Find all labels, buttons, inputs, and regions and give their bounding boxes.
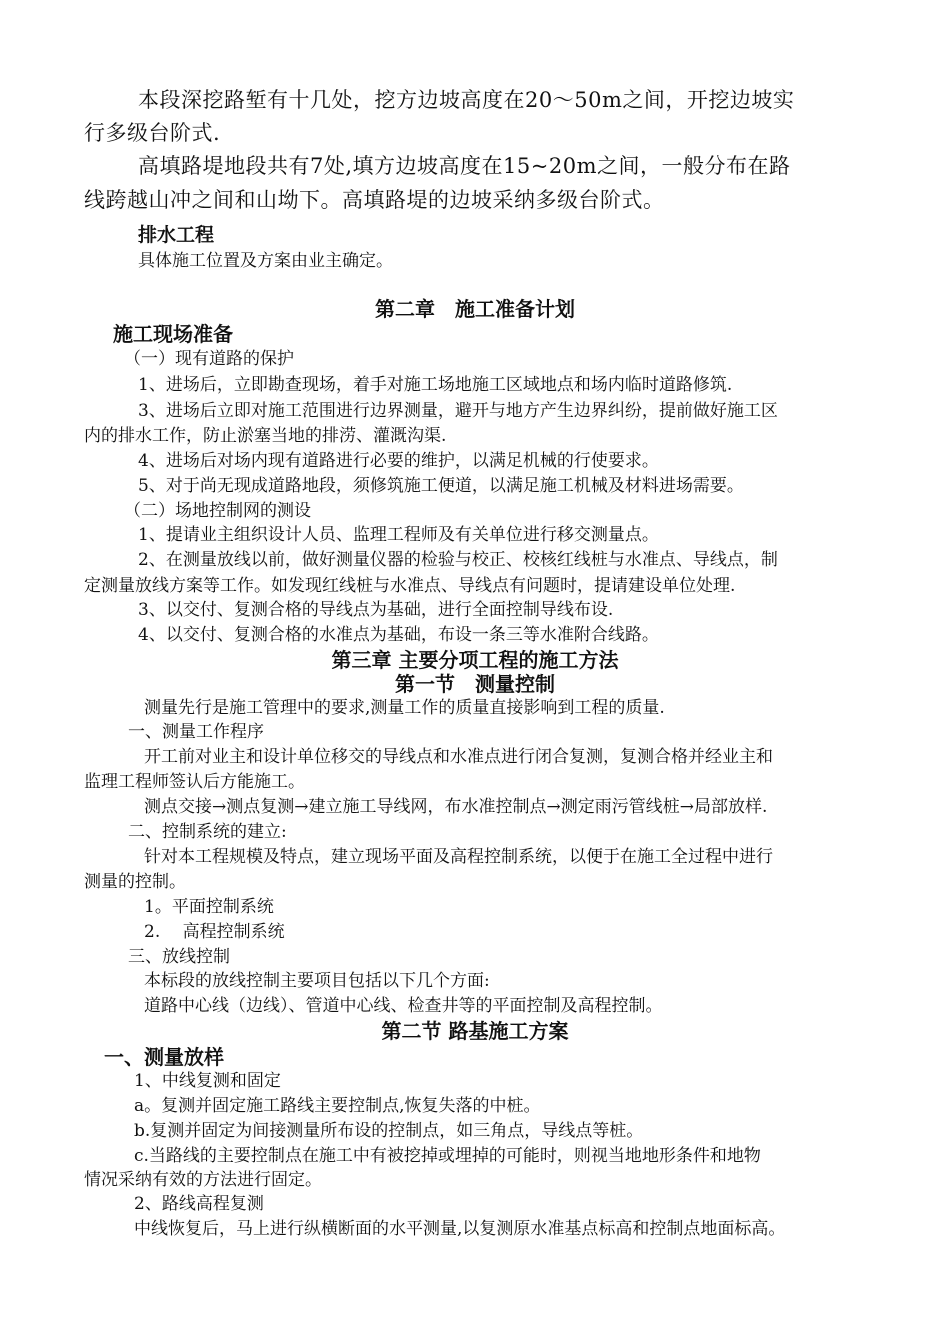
section-heading: 施工现场准备	[113, 322, 233, 346]
section-heading: 一、测量放样	[104, 1045, 224, 1069]
paragraph-line: 测点交接→测点复测→建立施工导线网，布水准控制点→测定雨污管线桩→局部放样.	[144, 797, 768, 817]
paragraph-line: 本段深挖路堑有十几处，挖方边坡高度在20～50m之间，开挖边坡实	[138, 88, 795, 112]
list-item: 1。平面控制系统	[144, 897, 274, 917]
list-item: 2、路线高程复测	[134, 1194, 264, 1214]
paragraph-line: 具体施工位置及方案由业主确定。	[138, 251, 393, 271]
subsection-heading: 一、测量工作程序	[128, 722, 264, 742]
list-item: 2. 高程控制系统	[144, 922, 285, 942]
list-item: c.当路线的主要控制点在施工中有被挖掉或埋掉的可能时，则视当地地形条件和地物	[134, 1146, 761, 1166]
list-item: 4、进场后对场内现有道路进行必要的维护，以满足机械的行使要求。	[138, 451, 659, 471]
paragraph-line: 测量先行是施工管理中的要求,测量工作的质量直接影响到工程的质量.	[144, 698, 665, 718]
section-title: 第二节 路基施工方案	[381, 1019, 569, 1043]
paragraph-line: 高填路堤地段共有7处,填方边坡高度在15~20m之间，一般分布在路	[138, 154, 791, 178]
list-item: a。复测并固定施工路线主要控制点,恢复失落的中桩。	[134, 1096, 541, 1116]
list-item: 情况采纳有效的方法进行固定。	[84, 1170, 322, 1190]
subsection-heading: （一）现有道路的保护	[124, 349, 294, 369]
list-item: 3、以交付、复测合格的导线点为基础，进行全面控制导线布设.	[138, 600, 614, 620]
paragraph-line: 线跨越山冲之间和山坳下。高填路堤的边坡采纳多级台阶式。	[84, 188, 665, 212]
paragraph-line: 中线恢复后，马上进行纵横断面的水平测量,以复测原水准基点标高和控制点地面标高。	[134, 1219, 786, 1239]
subsection-heading: 三、放线控制	[128, 947, 230, 967]
paragraph-line: 监理工程师签认后方能施工。	[84, 772, 305, 792]
paragraph-line: 道路中心线（边线）、管道中心线、检查井等的平面控制及高程控制。	[144, 996, 663, 1016]
paragraph-line: 针对本工程规模及特点，建立现场平面及高程控制系统，以便于在施工全过程中进行	[144, 847, 773, 867]
list-item: 3、进场后立即对施工范围进行边界测量，避开与地方产生边界纠纷，提前做好施工区	[138, 401, 778, 421]
list-item: 1、提请业主组织设计人员、监理工程师及有关单位进行移交测量点。	[138, 525, 659, 545]
subsection-heading: （二）场地控制网的测设	[124, 501, 311, 521]
list-item: 4、以交付、复测合格的水准点为基础，布设一条三等水准附合线路。	[138, 625, 659, 645]
paragraph-line: 测量的控制。	[84, 872, 186, 892]
chapter-title: 第三章 主要分项工程的施工方法	[331, 648, 619, 672]
section-heading: 排水工程	[138, 224, 215, 246]
paragraph-line: 本标段的放线控制主要项目包括以下几个方面:	[144, 971, 490, 991]
section-title: 第一节 测量控制	[395, 672, 555, 696]
list-item: 定测量放线方案等工作。如发现红线桩与水准点、导线点有问题时，提请建设单位处理.	[84, 576, 736, 596]
subsection-heading: 二、控制系统的建立:	[128, 822, 287, 842]
list-item: 1、中线复测和固定	[134, 1071, 281, 1091]
list-item: 1、进场后，立即勘查现场，着手对施工场地施工区域地点和场内临时道路修筑.	[138, 375, 733, 395]
list-item: 5、对于尚无现成道路地段，须修筑施工便道，以满足施工机械及材料进场需要。	[138, 476, 744, 496]
list-item: 2、在测量放线以前，做好测量仪器的检验与校正、校核红线桩与水准点、导线点，制	[138, 550, 778, 570]
list-item: 内的排水工作，防止淤塞当地的排涝、灌溉沟渠.	[84, 426, 447, 446]
paragraph-line: 行多级台阶式.	[84, 121, 221, 145]
chapter-title: 第二章 施工准备计划	[375, 297, 575, 321]
paragraph-line: 开工前对业主和设计单位移交的导线点和水准点进行闭合复测，复测合格并经业主和	[144, 747, 773, 767]
list-item: b.复测并固定为间接测量所布设的控制点，如三角点，导线点等桩。	[134, 1121, 644, 1141]
